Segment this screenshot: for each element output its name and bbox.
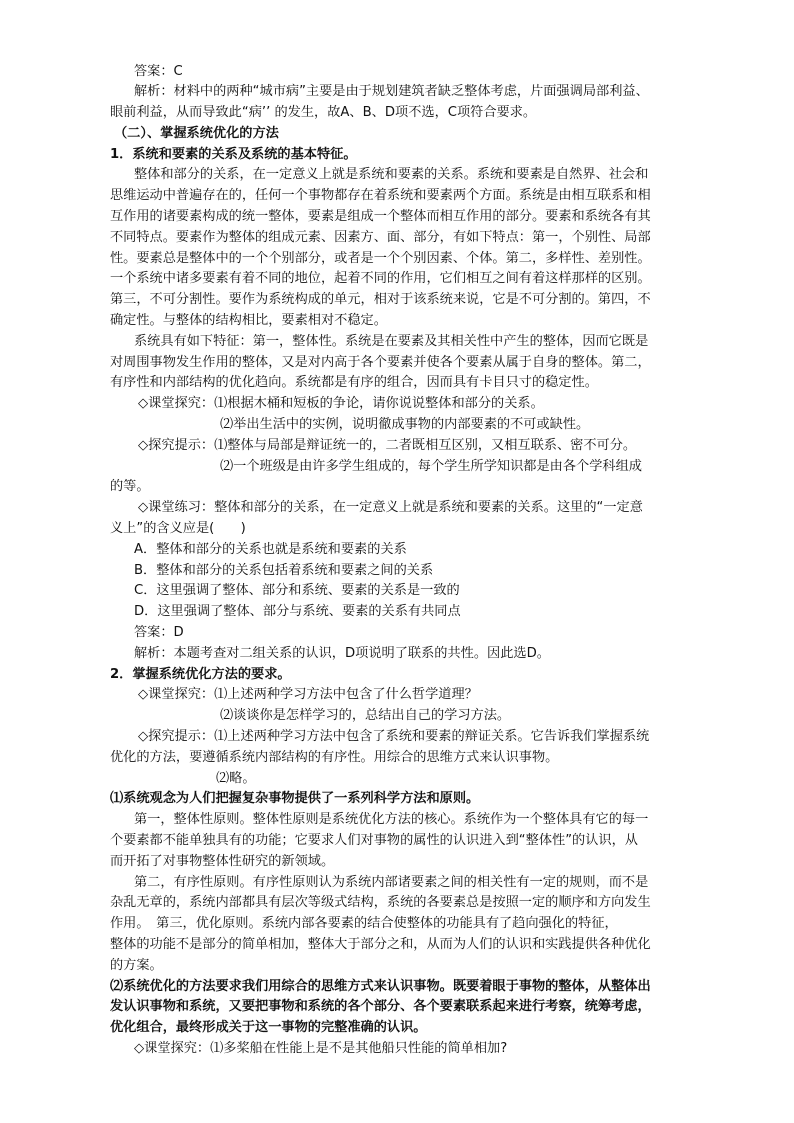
inquiry-hint-line: 优化的方法，要遵循系统内部结构的有序性。用综合的思维方式来认识事物。	[110, 750, 559, 765]
paragraph-line: 一个系统中诸多要素有着不同的地位，起着不同的作用，它们相互之间有着这样那样的区别。	[110, 271, 651, 286]
paragraph-line: 第三，不可分割性。要作为系统构成的单元，相对于该系统来说，它是不可分割的。第四，不	[110, 292, 651, 307]
point-heading: 发认识事物和系统，又要把事物和系统的各个部分、各个要素联系起来进行考察，统筹考虑，	[110, 999, 651, 1014]
paragraph-line: 整体和部分的关系，在一定意义上就是系统和要素的关系。系统和要素是自然界、社会和	[134, 167, 649, 182]
paragraph-line: 确定性。与整体的结构相比，要素相对不稳定。	[110, 313, 387, 328]
analysis-line: 解析：本题考查对二组关系的认识，D项说明了联系的共性。因此选D。	[134, 646, 550, 661]
paragraph-line: 性。要素总是整体中的一个个别部分，或者是一个个别因素、个体。第二，多样性、差别性。	[110, 251, 651, 266]
analysis-line: 眼前利益，从而导致此“病’’ 的发生，故A、B、D项不选，C项符合要求。	[110, 105, 537, 120]
paragraph-line: 杂乱无章的，系统内部都具有层次等级式结构，系统的各要素总是按照一定的顺序和方向发生	[110, 895, 651, 910]
class-exercise-line: ◇课堂练习：整体和部分的关系，在一定意义上就是系统和要素的关系。这里的“一定意	[138, 500, 643, 515]
paragraph-line: 个要素都不能单独具有的功能；它要求人们对事物的属性的认识进入到“整体性”的认识，从	[110, 833, 638, 848]
paragraph-line: 整体的功能不是部分的简单相加，整体大于部分之和，从而为人们的认识和实践提供各种优化	[110, 937, 651, 952]
inquiry-hint-line: ⑵一个班级是由许多学生组成的，每个学生所学知识都是由各个学科组成	[220, 459, 642, 474]
option-b: B．整体和部分的关系包括着系统和要素之间的关系	[134, 563, 434, 578]
inquiry-hint-line: 的等。	[110, 479, 150, 494]
paragraph-line: 而开拓了对事物整体性研究的新领域。	[110, 854, 335, 869]
paragraph-line: 作用。 第三，优化原则。系统内部各要素的结合使整体的功能具有了趋向强化的特征，	[110, 916, 618, 931]
class-inquiry-line: ◇课堂探究：⑴根据木桶和短板的争论，请你说说整体和部分的关系。	[138, 396, 544, 411]
point-heading: 优化组合，最终形成关于这一事物的完整准确的认识。	[110, 1020, 427, 1035]
answer-line: 答案：D	[134, 625, 184, 640]
paragraph-line: 对周围事物发生作用的整体，又是对内高于各个要素并使各个要素从属于自身的整体。第二，	[110, 355, 651, 370]
subsection-heading: 2．掌握系统优化方法的要求。	[110, 667, 291, 682]
inquiry-hint-line: ◇探究提示：⑴上述两种学习方法中包含了系统和要素的辩证关系。它告诉我们掌握系统	[138, 729, 650, 744]
paragraph-line: 不同特点。要素作为整体的组成元素、因素方、面、部分，有如下特点：第一，个别性、局部	[110, 230, 651, 245]
point-heading: ⑴系统观念为人们把握复杂事物提供了一系列科学方法和原则。	[110, 791, 480, 806]
section-heading: （二）、掌握系统优化的方法	[114, 126, 279, 141]
paragraph-line: 思维运动中普遍存在的，任何一个事物都存在着系统和要素两个方面。系统是由相互联系和相	[110, 188, 651, 203]
option-d: D．这里强调了整体、部分与系统、要素的关系有共同点	[134, 604, 461, 619]
option-a: A．整体和部分的关系也就是系统和要素的关系	[134, 542, 407, 557]
class-inquiry-line: ⑵举出生活中的实例，说明徹成事物的内部要素的不可或缺性。	[220, 417, 590, 432]
inquiry-hint-line: ◇探究提示：⑴整体与局部是辩证统一的，二者既相互区别，又相互联系、密不可分。	[138, 438, 637, 453]
paragraph-line: 第二，有序性原则。有序性原则认为系统内部诸要素之间的相关性有一定的规则，而不是	[134, 875, 649, 890]
class-inquiry-line: ◇课堂探究：⑴上述两种学习方法中包含了什么哲学道理？	[138, 687, 478, 702]
paragraph-line: 互作用的诸要素构成的统一整体，要素是组成一个整体而相互作用的部分。要素和系统各有其	[110, 209, 651, 224]
class-inquiry-line: ⑵谈谈你是怎样学习的，总结出自己的学习方法。	[220, 708, 511, 723]
paragraph-line: 系统具有如下特征：第一，整体性。系统是在要素及其相关性中产生的整体，因而它既是	[134, 334, 649, 349]
subsection-heading: 1．系统和要素的关系及系统的基本特征。	[110, 147, 357, 162]
answer-line: 答案：C	[134, 64, 183, 79]
inquiry-hint-line: ⑵略。	[216, 771, 256, 786]
class-exercise-line: 义上”的含义应是( )	[110, 521, 246, 536]
paragraph-line: 有序性和内部结构的优化趋向。系统都是有序的组合，因而具有卡目只寸的稳定性。	[110, 375, 598, 390]
point-heading: ⑵系统优化的方法要求我们用综合的思维方式来认识事物。既要着眼于事物的整体，从整体出	[110, 979, 651, 994]
class-inquiry-line: ◇课堂探究：⑴多桨船在性能上是不是其他船只性能的简单相加?	[134, 1041, 508, 1056]
paragraph-line: 的方案。	[110, 958, 163, 973]
paragraph-line: 第一，整体性原则。整体性原则是系统优化方法的核心。系统作为一个整体具有它的每一	[134, 812, 649, 827]
analysis-line: 解析：材料中的两种“城市病”主要是由于规划建筑者缺乏整体考虑，片面强调局部利益、	[134, 84, 649, 99]
option-c: C．这里强调了整体、部分和系统、要素的关系是一致的	[134, 583, 460, 598]
